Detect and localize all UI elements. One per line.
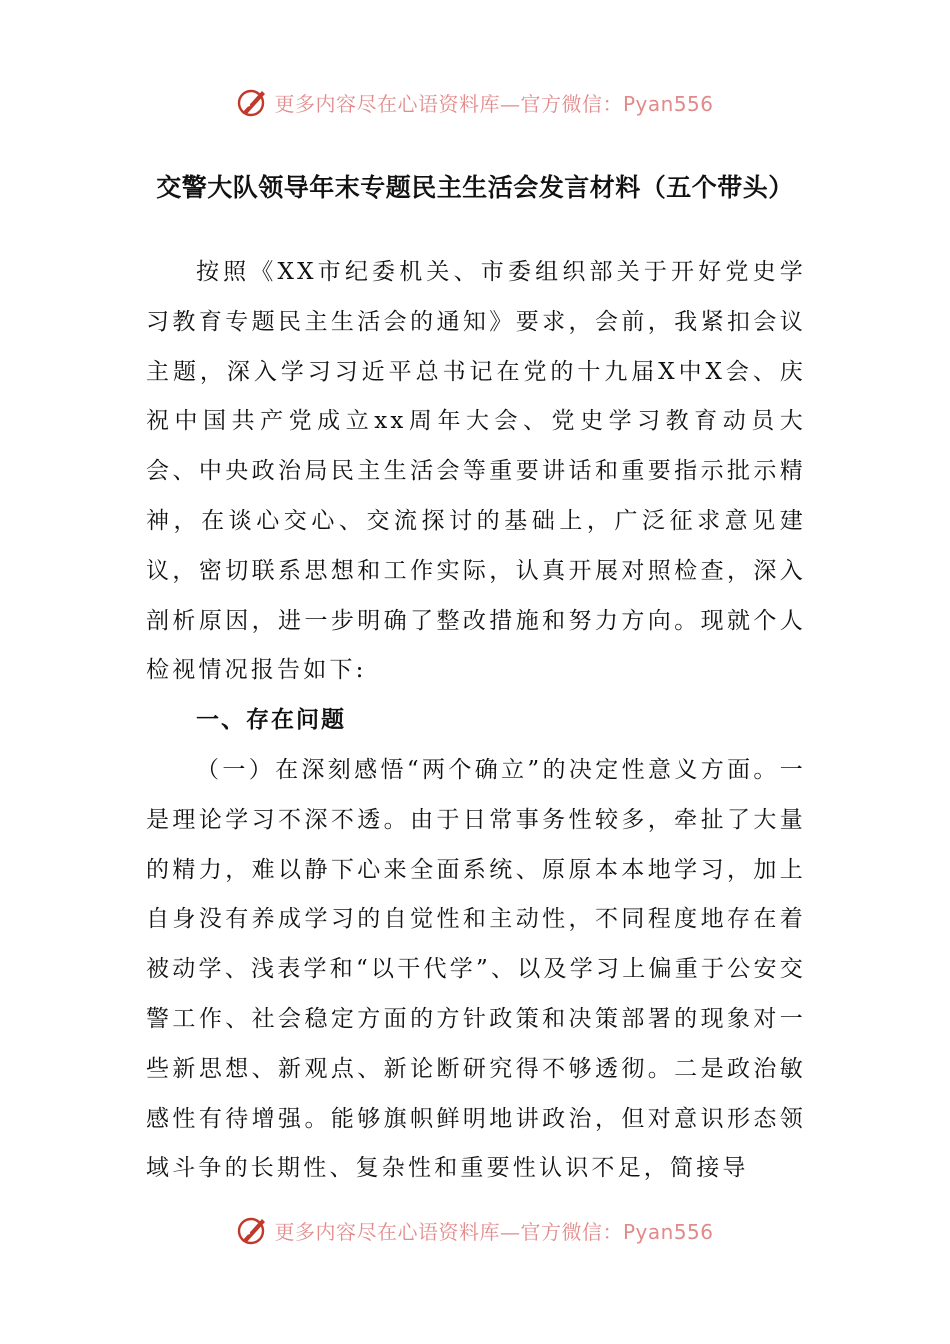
intro-paragraph: 按照《XX市纪委机关、市委组织部关于开好党史学习教育专题民主生活会的通知》要求，会前，我紧扣会议主题，深入学习习近平总书记在党的十九届X中X会、庆祝中国共产党成立xx周年大会、党史学习教育动员大会、中央政治局民主生活会等重要讲话和重要指示批示精神，在谈心交心、交流探讨的基础上，广泛征求意见建议，密切联系思想和工作实际，认真开展对照检查，深入剖析原因，进一步明确了整改措施和努力方向。现就个人检视情况报告如下: [146, 259, 806, 684]
watermark-text: 更多内容尽在心语资料库—官方微信：Pyan556 [274, 91, 714, 116]
watermark-handle: Pyan556 [622, 91, 714, 116]
document-title: 交警大队领导年末专题民主生活会发言材料（五个带头） [156, 173, 794, 202]
quill-logo-icon [236, 1213, 270, 1247]
watermark-banner-top [0, 82, 950, 122]
watermark-handle: Pyan556 [622, 1219, 714, 1244]
document-body [146, 248, 806, 1194]
watermark-banner-bottom [0, 1210, 950, 1250]
section-heading: 一、存在问题 [196, 707, 346, 734]
quill-logo-icon [236, 85, 270, 119]
watermark-text: 更多内容尽在心语资料库—官方微信：Pyan556 [274, 1219, 714, 1244]
section-paragraph: （一）在深刻感悟“两个确立”的决定性意义方面。一是理论学习不深不透。由于日常事务性较多，牵扯了大量的精力，难以静下心来全面系统、原原本本地学习，加上自身没有养成学习的自觉性和主动性，不同程度地存在着被动学、浅表学和“以干代学”、以及学习上偏重于公安交警工作、社会稳定方面的方针政策和决策部署的现象对一些新思想、新观点、新论断研究得不够透彻。二是政治敏感性有待增强。能够旗帜鲜明地讲政治，但对意识形态领域斗争的长期性、复杂性和重要性认识不足，简接导 [146, 756, 806, 1182]
